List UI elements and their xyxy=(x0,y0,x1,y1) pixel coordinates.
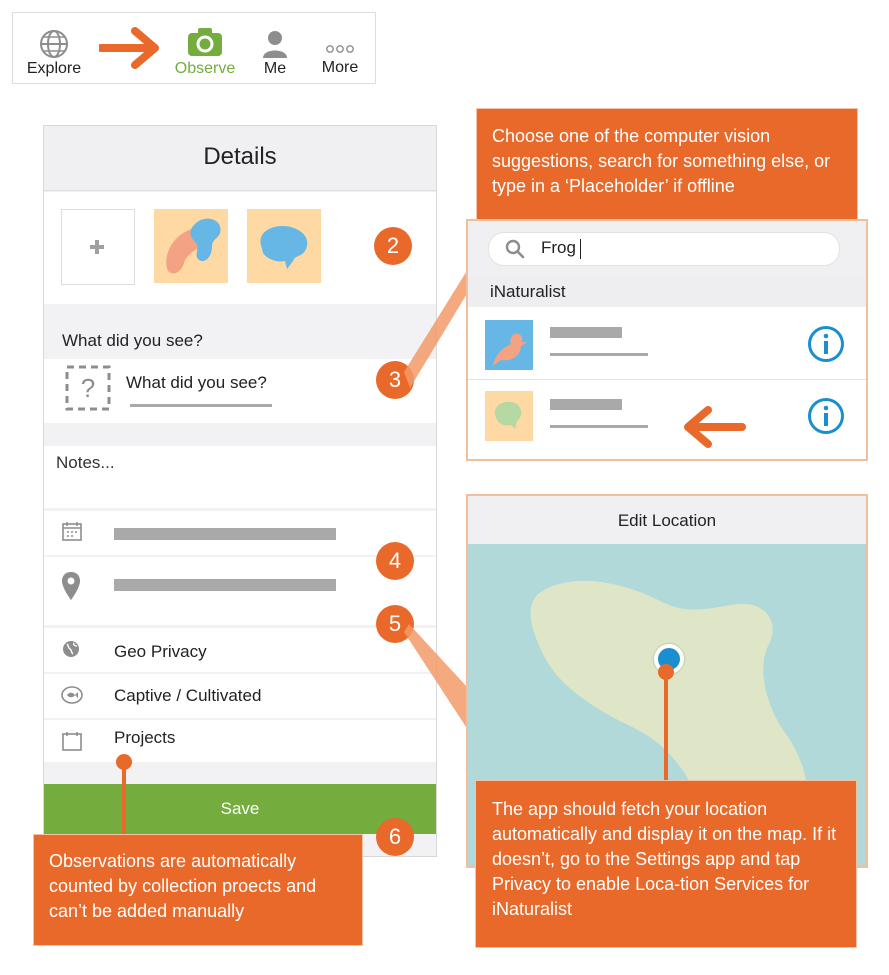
globe-icon xyxy=(39,29,69,64)
arrow-left-icon xyxy=(680,405,746,449)
vision-callout xyxy=(476,108,858,220)
species-search-panel xyxy=(466,219,868,461)
add-photo-button[interactable] xyxy=(61,209,135,285)
notes-field[interactable] xyxy=(44,446,436,508)
bottom-tab-bar xyxy=(12,12,376,84)
callout-text: The app should fetch your location automatically and display it on the map. If it doesn’t, go to the Settings app and tap Privacy to enable Loca-tion Services for iNaturalist xyxy=(492,799,837,919)
tab-explore[interactable] xyxy=(19,13,89,83)
section-header-bg xyxy=(468,275,866,307)
shell-thumbnail-icon xyxy=(485,391,533,441)
captive-icon xyxy=(61,686,83,709)
divider xyxy=(468,379,866,380)
tab-observe[interactable] xyxy=(165,13,245,83)
panel-title: Edit Location xyxy=(468,496,866,544)
step-badge-6: 6 xyxy=(376,818,414,856)
taxon-subtitle-placeholder xyxy=(550,425,648,428)
plus-icon xyxy=(88,238,106,261)
projects-row[interactable] xyxy=(44,720,436,762)
taxon-subtitle-placeholder xyxy=(550,353,648,356)
tab-more[interactable] xyxy=(313,13,367,83)
text-cursor xyxy=(580,239,581,259)
geo-privacy-row[interactable] xyxy=(44,628,436,672)
calendar-icon xyxy=(62,521,82,546)
arrow-right-icon xyxy=(99,27,163,69)
date-row[interactable] xyxy=(44,511,436,555)
tab-label: Me xyxy=(263,60,287,77)
tab-me[interactable] xyxy=(253,13,297,83)
projects-icon xyxy=(62,731,82,756)
svg-text:?: ? xyxy=(80,373,96,403)
species-row[interactable] xyxy=(44,359,436,423)
location-pin-icon xyxy=(61,571,81,606)
tab-label: Observe xyxy=(174,60,236,77)
list-item[interactable] xyxy=(468,309,866,379)
section-header: iNaturalist xyxy=(490,282,566,301)
person-icon xyxy=(262,29,288,64)
projects-label: Projects xyxy=(114,728,176,747)
tab-label: Explore xyxy=(26,60,82,77)
search-input[interactable] xyxy=(488,232,840,266)
step-badge-4: 4 xyxy=(376,542,414,580)
projects-callout xyxy=(33,834,363,946)
page-title: Details xyxy=(44,126,436,191)
bird-thumbnail-icon xyxy=(485,320,533,370)
save-button[interactable]: Save xyxy=(44,784,436,834)
globe-icon xyxy=(62,640,80,663)
photo-thumbnail[interactable] xyxy=(247,209,321,283)
shell-photo-icon xyxy=(247,209,321,283)
callout-text: Choose one of the computer vision suggestions, search for something else, or type in a ‘Placeholder’ if offline xyxy=(492,126,831,196)
photo-thumbnail[interactable] xyxy=(154,209,228,283)
unknown-species-icon xyxy=(65,365,111,416)
list-item[interactable] xyxy=(468,381,866,451)
info-icon[interactable] xyxy=(807,397,845,440)
search-query: Frog xyxy=(541,238,576,257)
notes-placeholder: Notes... xyxy=(56,453,115,472)
step-badge-3: 3 xyxy=(376,361,414,399)
section-header: What did you see? xyxy=(62,331,203,350)
location-callout xyxy=(475,780,857,948)
location-value-placeholder xyxy=(114,579,336,591)
date-value-placeholder xyxy=(114,528,336,540)
step-badge-5: 5 xyxy=(376,605,414,643)
placeholder-line xyxy=(130,404,272,407)
step-badge-2: 2 xyxy=(374,227,412,265)
callout-dot xyxy=(658,664,674,680)
taxon-name-placeholder xyxy=(550,399,622,410)
captive-row[interactable] xyxy=(44,674,436,718)
tab-label: More xyxy=(321,59,359,76)
callout-leader xyxy=(664,668,668,784)
geo-privacy-label: Geo Privacy xyxy=(114,642,207,661)
taxon-name-placeholder xyxy=(550,327,622,338)
captive-label: Captive / Cultivated xyxy=(114,686,262,705)
bird-photo-icon xyxy=(154,209,228,283)
camera-icon xyxy=(187,27,223,62)
info-icon[interactable] xyxy=(807,325,845,368)
more-icon xyxy=(326,41,354,59)
species-placeholder: What did you see? xyxy=(126,373,267,392)
search-icon xyxy=(505,239,525,264)
callout-text: Observations are automatically counted by collection proects and can’t be added manually xyxy=(49,851,317,921)
callout-leader xyxy=(122,762,126,836)
callout-dot xyxy=(116,754,132,770)
